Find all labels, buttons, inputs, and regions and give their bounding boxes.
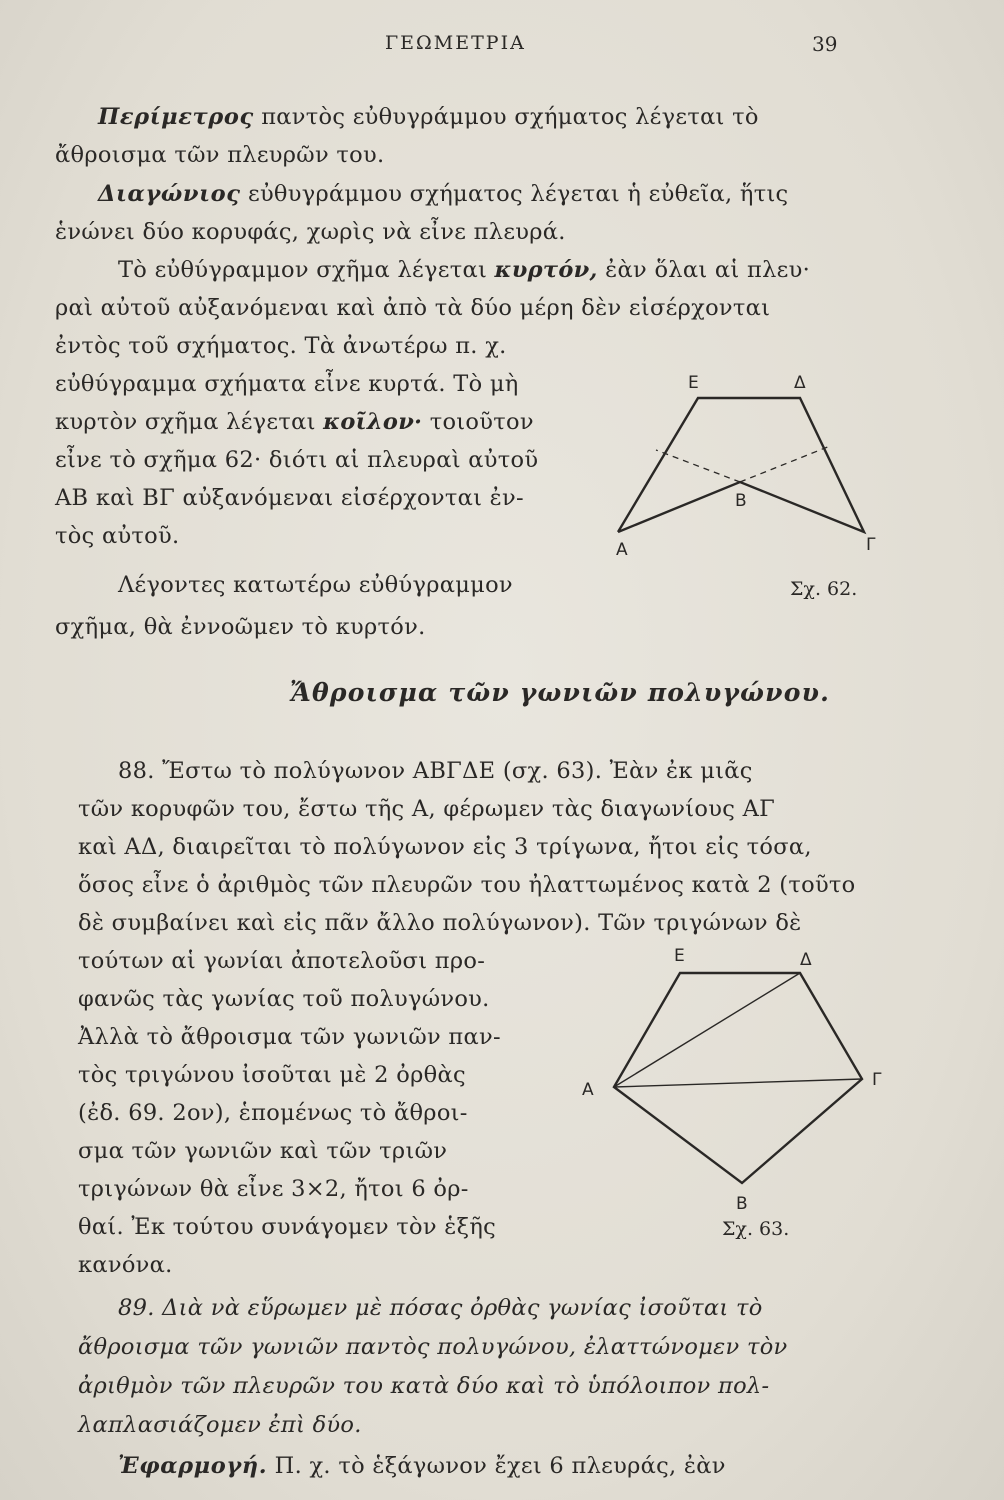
convex-term: κυρτόν, [494,257,598,283]
p88-line-14: κανόνα. [78,1252,173,1278]
application-term: Ἐφαρμογή. [118,1453,268,1479]
fig63-label-e: Ε [674,946,685,966]
figure-62 [600,360,900,560]
fig62-label-g: Γ [866,535,876,555]
p88-line-10: (ἐδ. 69. 2ον), ἑπομένως τὸ ἄθροι- [78,1100,468,1126]
convex-line-1 [118,256,810,284]
saying-line-1: Λέγοντες κατωτέρω εὐθύγραμμον [118,572,513,598]
p88-line-7: φανῶς τὰς γωνίας τοῦ πολυγώνου. [78,986,490,1012]
p88-line-6: τούτων αἱ γωνίαι ἀποτελοῦσι προ- [78,948,486,974]
p88-line-1: 88. Ἔστω τὸ πολύγωνον ΑΒΓΔΕ (σχ. 63). Ἐὰν ἐκ μιᾶς [118,758,753,784]
diagonal-text-1: εὐθυγράμμου σχήματος λέγεται ἡ εὐθεῖα, ἥτις [248,181,789,207]
application-text-1: Π. χ. τὸ ἑξάγωνον ἔχει 6 πλευράς, ἐὰν [274,1453,726,1479]
fig62-polygon [618,398,864,532]
convex-line-2: ραὶ αὐτοῦ αὐξανόμεναι καὶ ἀπὸ τὰ δύο μέρη δὲν εἰσέρχονται [55,295,771,321]
convex-line-8: τὸς αὐτοῦ. [55,523,180,549]
convex-line-5 [55,408,534,436]
saying-line-2: σχῆμα, θὰ ἐννοῶμεν τὸ κυρτόν. [55,614,426,640]
p88-line-12: τριγώνων θὰ εἶνε 3×2, ἤτοι 6 ὀρ- [78,1176,469,1202]
application-line-1 [118,1452,726,1480]
fig62-extension-bg [656,450,740,482]
fig63-label-a: Α [582,1080,594,1100]
p89-line-4: λαπλασιάζομεν ἐπὶ δύο. [78,1412,362,1438]
convex-line-6: εἶνε τὸ σχῆμα 62· διότι αἱ πλευραὶ αὐτοῦ [55,447,539,473]
concave-term: κοῖλον· [323,409,423,435]
convex-line-4: εὐθύγραμμα σχήματα εἶνε κυρτά. Τὸ μὴ [55,371,519,397]
convex-text-5a: κυρτὸν σχῆμα λέγεται [55,409,316,435]
section-heading: Ἄθροισμα τῶν γωνιῶν πολυγώνου. [290,678,831,707]
p89-line-1: 89. Διὰ νὰ εὕρωμεν μὲ πόσας ὀρθὰς γωνίας ἰσοῦται τὸ [118,1295,763,1321]
convex-text-1b: ἐὰν ὅλαι αἱ πλευ· [605,257,811,283]
fig63-caption: Σχ. 63. [722,1218,790,1240]
p88-line-9: τὸς τριγώνου ἰσοῦται μὲ 2 ὀρθὰς [78,1062,466,1088]
p88-line-4: ὅσος εἶνε ὁ ἀριθμὸς τῶν πλευρῶν του ἠλαττωμένος κατὰ 2 (τοῦτο [78,872,856,898]
fig62-label-b: Β [735,491,747,511]
fig62-caption: Σχ. 62. [790,578,858,600]
p88-line-2: τῶν κορυφῶν του, ἔστω τῆς Α, φέρωμεν τὰς διαγωνίους ΑΓ [78,796,776,822]
p88-line-5: δὲ συμβαίνει καὶ εἰς πᾶν ἄλλο πολύγωνον). Τῶν τριγώνων δὲ [78,910,802,936]
convex-line-7: ΑΒ καὶ ΒΓ αὐξανόμεναι εἰσέρχονται ἐν- [55,485,524,511]
fig63-label-g: Γ [872,1070,882,1090]
fig62-label-d: Δ [794,373,806,393]
fig62-extension-ab [740,446,830,482]
diagonal-line-1 [98,180,788,208]
page-header [0,32,1004,62]
p88-line-13: θαί. Ἐκ τούτου συνάγομεν τὸν ἑξῆς [78,1214,497,1240]
perimeter-line-1 [98,103,759,131]
convex-line-3: ἐντὸς τοῦ σχήματος. Τὰ ἀνωτέρω π. χ. [55,333,507,359]
p88-line-3: καὶ ΑΔ, διαιρεῖται τὸ πολύγωνον εἰς 3 τρίγωνα, ἤτοι εἰς τόσα, [78,834,812,860]
p88-line-11: σμα τῶν γωνιῶν καὶ τῶν τριῶν [78,1138,448,1164]
diagonal-line-2: ἑνώνει δύο κορυφάς, χωρὶς νὰ εἶνε πλευρά. [55,219,566,245]
perimeter-term: Περίμετρος [98,104,254,130]
p89-line-3: ἀριθμὸν τῶν πλευρῶν του κατὰ δύο καὶ τὸ ὑπόλοιπον πολ- [78,1373,770,1399]
p89-line-2: ἄθροισμα τῶν γωνιῶν παντὸς πολυγώνου, ἐλαττώνομεν τὸν [78,1334,788,1360]
convex-text-5b: τοιοῦτον [429,409,534,435]
page-number: 39 [812,32,838,56]
perimeter-line-2: ἄθροισμα τῶν πλευρῶν του. [55,142,385,168]
figure-63 [570,945,900,1214]
running-title: ΓΕΩΜΕΤΡΙΑ [385,32,526,54]
fig62-label-a: Α [616,540,628,560]
fig63-diagonal-ad [614,973,800,1087]
convex-text-1a: Τὸ εὐθύγραμμον σχῆμα λέγεται [118,257,488,283]
diagonal-term: Διαγώνιος [98,181,241,207]
perimeter-text-1: παντὸς εὐθυγράμμου σχήματος λέγεται τὸ [261,104,759,130]
p88-line-8: Ἀλλὰ τὸ ἄθροισμα τῶν γωνιῶν παν- [78,1024,501,1050]
fig62-label-e: Ε [688,373,699,393]
fig63-polygon [614,973,862,1183]
fig63-label-d: Δ [800,950,812,970]
fig63-label-b: Β [736,1194,748,1214]
fig63-diagonal-ag [614,1079,862,1087]
